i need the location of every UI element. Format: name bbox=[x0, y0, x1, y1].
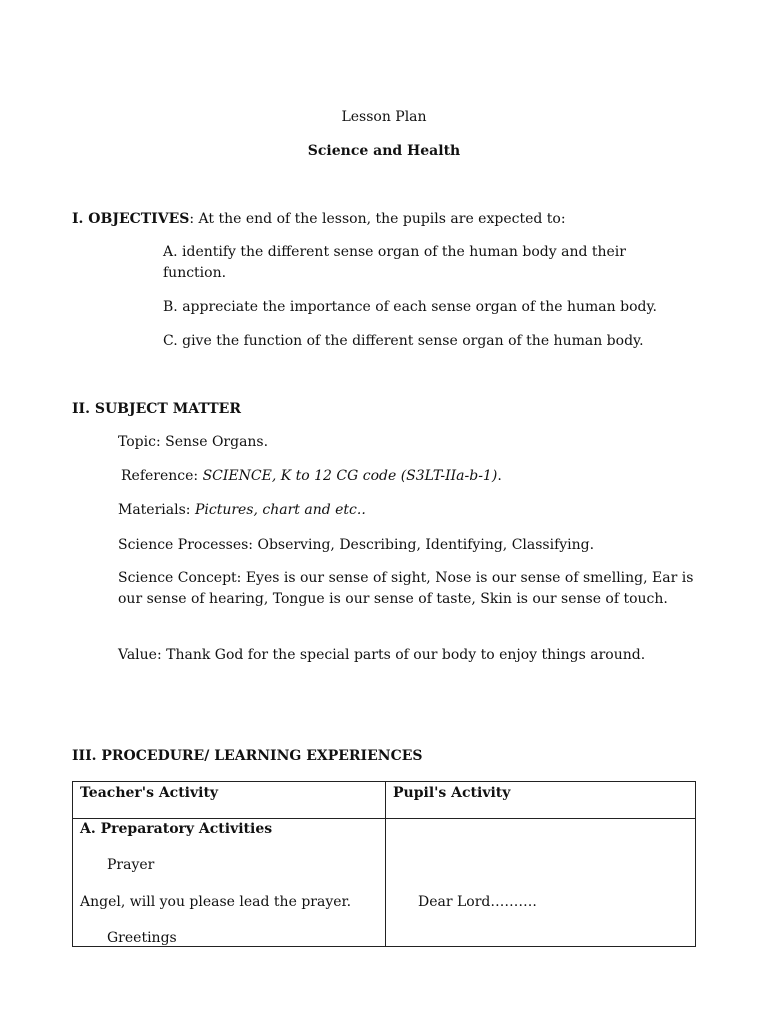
table-row bbox=[73, 819, 696, 947]
teacher-activity-cell bbox=[73, 819, 386, 947]
reference-label: Reference: bbox=[121, 468, 203, 484]
materials-line bbox=[118, 500, 708, 521]
subject-title: Science and Health bbox=[307, 143, 461, 159]
value-line: Value: Thank God for the special parts of our body to enjoy things around. bbox=[118, 647, 646, 663]
table-header-row bbox=[73, 782, 696, 819]
objective-item-c: C. give the function of the different sense organ of the human body. bbox=[163, 333, 644, 349]
science-concept-paragraph: Science Concept: Eyes is our sense of sight, Nose is our sense of smelling, Ear is our sense of hearing, Tongue is our sense of taste, Skin is our sense of touch. bbox=[118, 570, 694, 607]
teacher-header-cell bbox=[73, 782, 386, 819]
topic-line: Topic: Sense Organs. bbox=[118, 434, 269, 450]
preparatory-activities-label: A. Preparatory Activities bbox=[80, 821, 273, 837]
reference-value: SCIENCE, K to 12 CG code (S3LT-IIa-b-1) bbox=[202, 468, 498, 484]
procedure-table bbox=[72, 781, 696, 947]
objective-item-a: A. identify the different sense organ of the human body and their function. bbox=[163, 244, 626, 281]
subject-matter-heading: II. SUBJECT MATTER bbox=[72, 401, 241, 417]
reference-line bbox=[121, 466, 711, 487]
objectives-intro: : At the end of the lesson, the pupils are expected to: bbox=[189, 211, 566, 227]
teacher-activity-header: Teacher's Activity bbox=[80, 785, 219, 801]
science-processes-line: Science Processes: Observing, Describing, Identifying, Classifying. bbox=[118, 537, 595, 553]
materials-value: Pictures, chart and etc.. bbox=[194, 502, 366, 518]
pupil-header-cell bbox=[386, 782, 696, 819]
objectives-line bbox=[72, 209, 712, 230]
pupil-activity-header: Pupil's Activity bbox=[393, 785, 511, 801]
pupil-prayer: Dear Lord………. bbox=[418, 894, 537, 910]
prayer-label: Prayer bbox=[107, 857, 155, 873]
greetings-label: Greetings bbox=[107, 930, 177, 946]
pupil-activity-cell bbox=[386, 819, 696, 947]
reference-end: . bbox=[497, 468, 502, 484]
procedure-heading: III. PROCEDURE/ LEARNING EXPERIENCES bbox=[72, 748, 423, 764]
materials-label: Materials: bbox=[118, 502, 195, 518]
lesson-plan-title: Lesson Plan bbox=[341, 109, 427, 125]
objective-item-b: B. appreciate the importance of each sense organ of the human body. bbox=[163, 299, 657, 315]
objectives-heading: I. OBJECTIVES bbox=[72, 211, 190, 227]
prayer-request: Angel, will you please lead the prayer. bbox=[80, 894, 352, 910]
